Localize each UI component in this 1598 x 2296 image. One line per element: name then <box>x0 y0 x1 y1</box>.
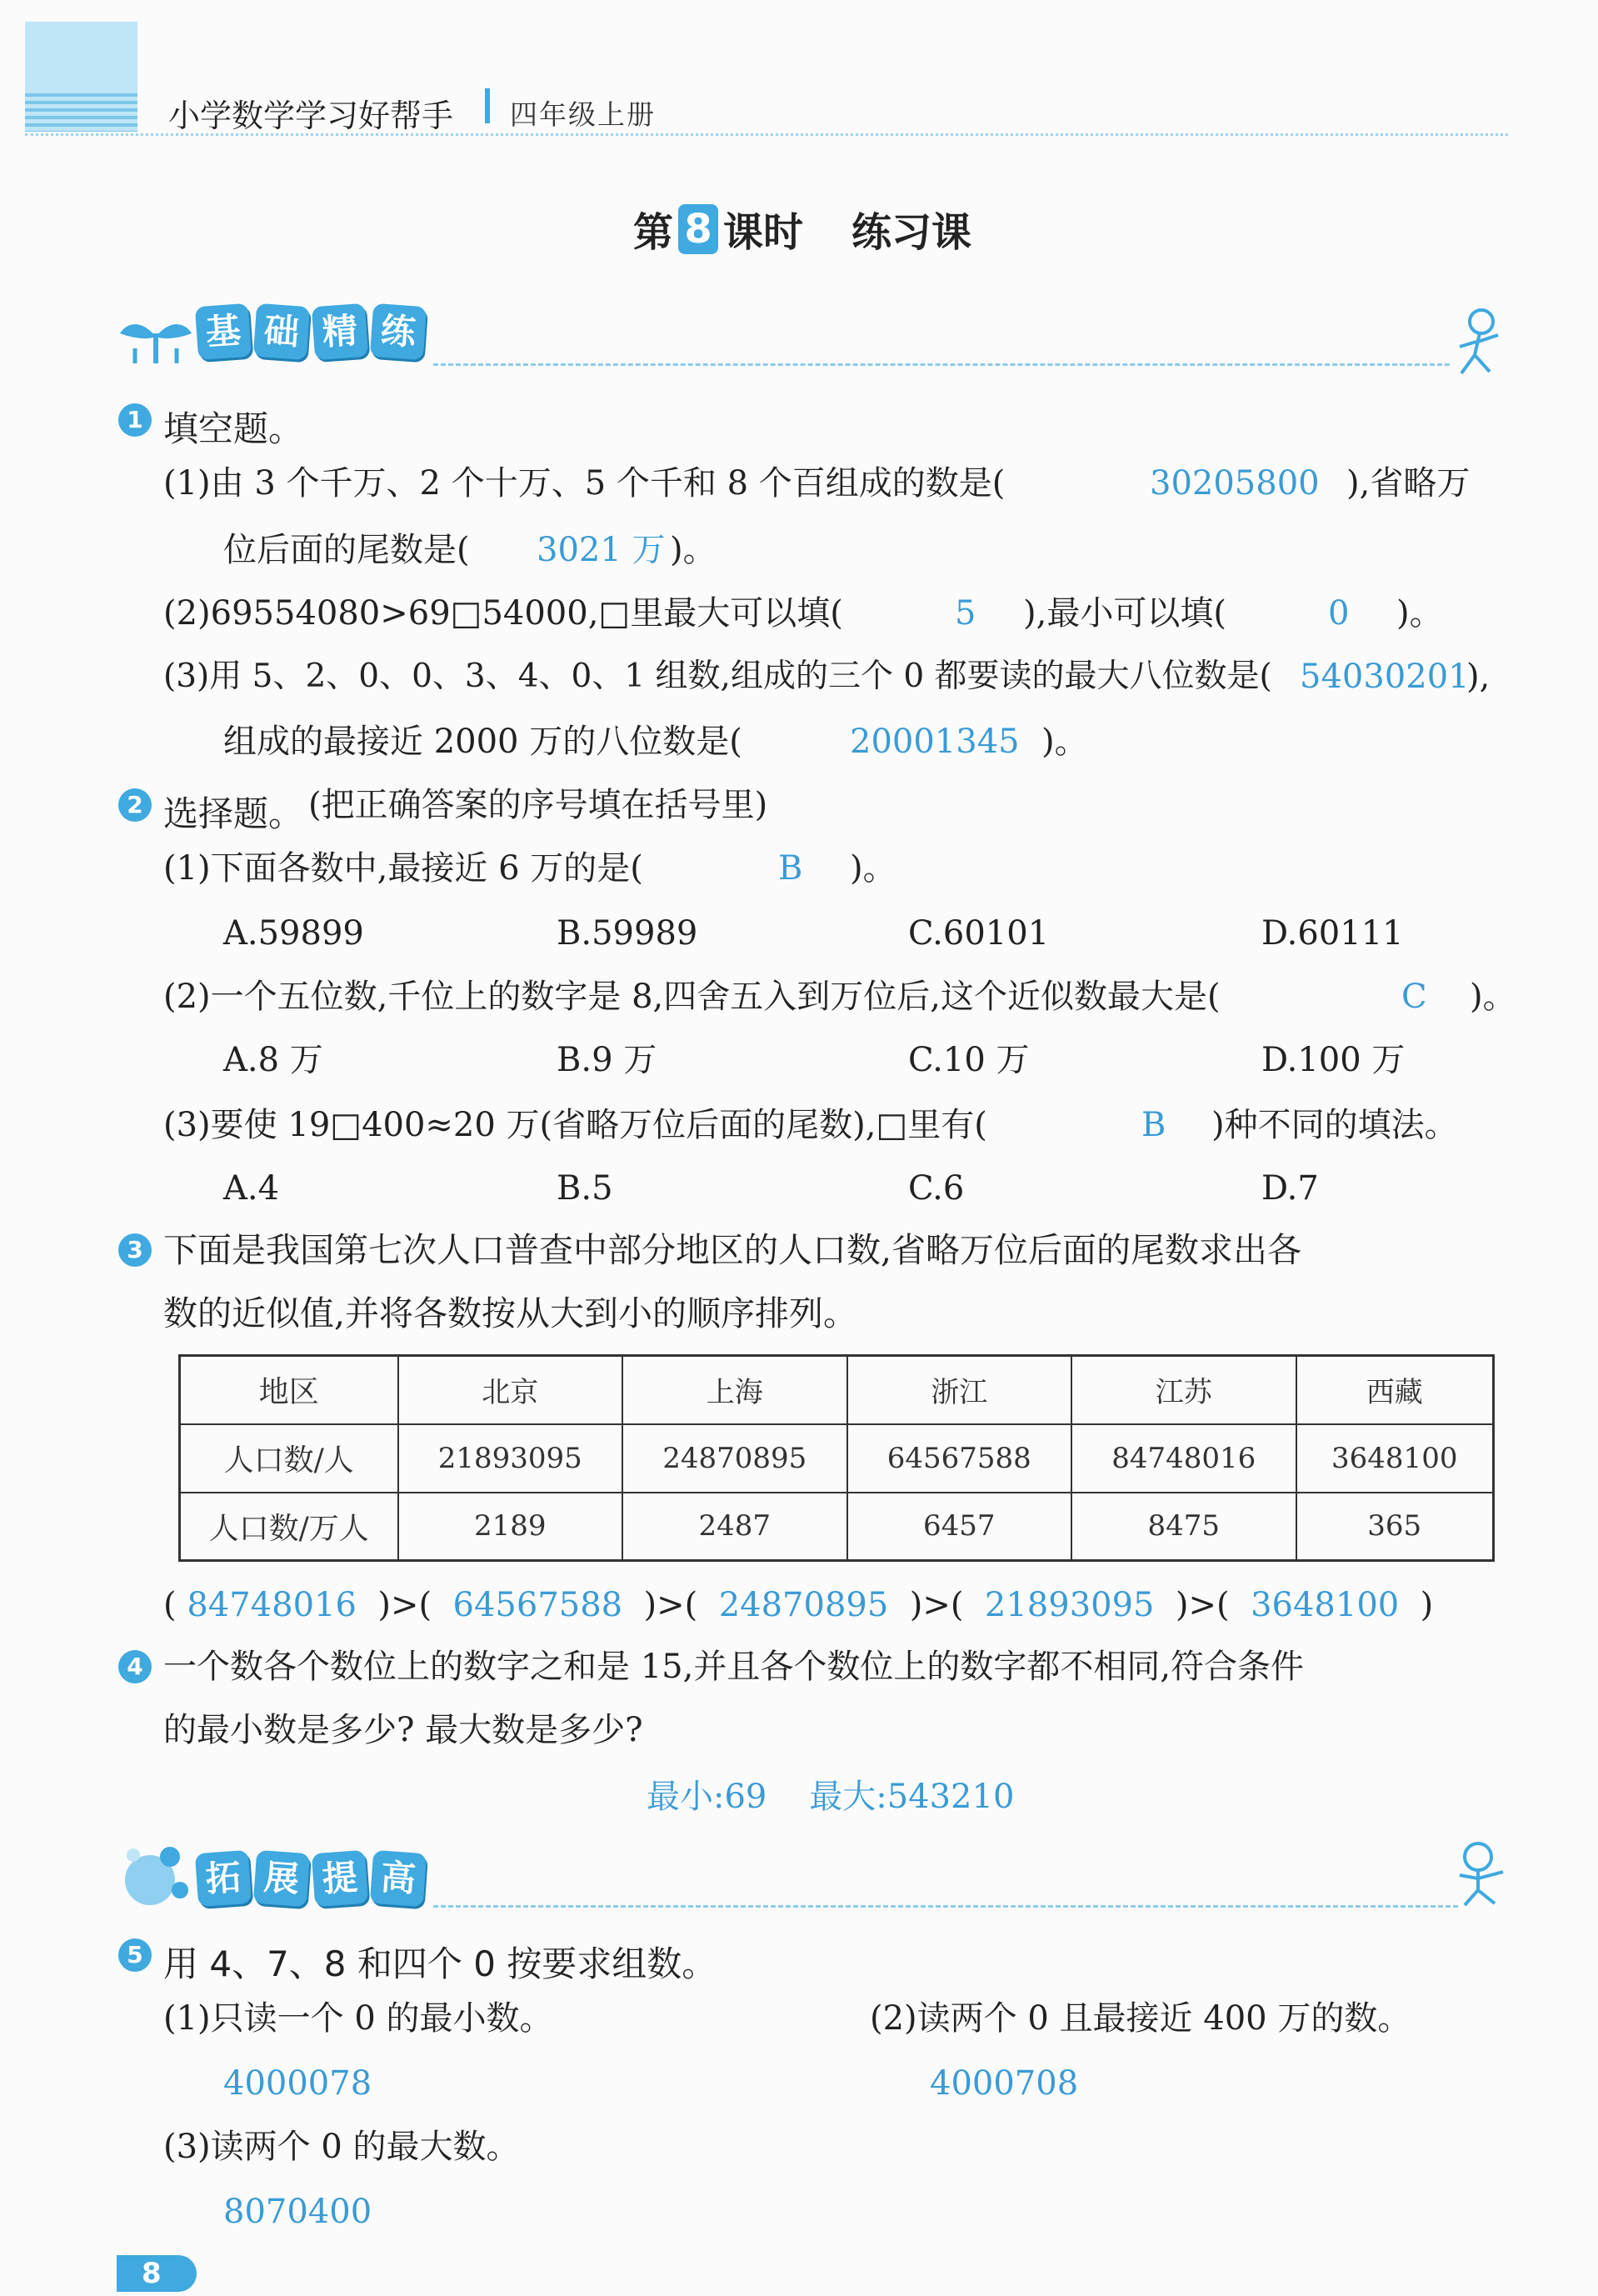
question-number-3: 3 <box>118 1233 152 1267</box>
q2-part3-text-b: )种不同的填法。 <box>1211 1106 1458 1144</box>
question-number-4: 4 <box>118 1650 152 1683</box>
table-row <box>180 1424 1494 1493</box>
q1-part1-text-b: ),省略万 <box>1346 464 1471 503</box>
table-cell-answer: 2487 <box>622 1493 847 1561</box>
q3-order-row: ( 84748016 )>( 64567588 )>( 24870895 )>( 21893095 )>( 3648100 ) <box>163 1586 1434 1624</box>
q3-order-answer: 3648100 <box>1251 1586 1400 1624</box>
q1-part1-text-c: 位后面的尾数是( <box>223 531 470 569</box>
q1-part3-text-c: 组成的最接近 2000 万的八位数是( <box>223 723 742 761</box>
header-title: 小学数学学习好帮手 <box>168 98 454 134</box>
q1-part3-answer1: 54030201 <box>1300 658 1470 696</box>
header-corner-stripes <box>25 93 137 132</box>
q1-part1-answer1: 30205800 <box>1150 464 1320 503</box>
population-table <box>178 1354 1495 1562</box>
page-number: 8 <box>117 2255 197 2292</box>
q3-order-answer: 24870895 <box>718 1586 889 1624</box>
section-dashed-line <box>433 1905 1458 1908</box>
q5-part1: (1)只读一个 0 的最小数。 <box>163 1999 553 2038</box>
section-dashed-line <box>433 363 1450 366</box>
q4-text-line1: 一个数各个数位上的数字之和是 15,并且各个数位上的数字都不相同,符合条件 <box>163 1648 1305 1686</box>
q2-part2-text-b: )。 <box>1470 978 1516 1016</box>
q2-part3-option-a: A.4 <box>223 1169 280 1208</box>
q1-part1-text-a: (1)由 3 个千万、2 个十万、5 个千和 8 个百组成的数是( <box>163 464 1006 503</box>
table-header-cell: 人口数/万人 <box>180 1493 398 1561</box>
table-cell-region: 北京 <box>398 1356 623 1424</box>
q3-text-line1: 下面是我国第七次人口普查中部分地区的人口数,省略万位后面的尾数求出各 <box>163 1230 1302 1270</box>
table-cell-answer: 365 <box>1296 1493 1494 1561</box>
q2-part3-text-a: (3)要使 19□400≈20 万(省略万位后面的尾数),□里有( <box>163 1106 987 1144</box>
table-cell-answer: 6457 <box>847 1493 1072 1561</box>
section-banner-basic <box>197 305 425 358</box>
q2-part2-text-a: (2)一个五位数,千位上的数字是 8,四舍五入到万位后,这个近似数最大是( <box>163 978 1221 1016</box>
table-cell-population: 21893095 <box>398 1424 623 1493</box>
q2-part2-option-a: A.8 万 <box>223 1041 323 1079</box>
lesson-name: 练习课 <box>851 209 972 256</box>
q2-title: 选择题。 <box>163 793 304 834</box>
q5-title: 用 4、7、8 和四个 0 按要求组数。 <box>163 1943 717 1984</box>
q1-part3-answer2: 20001345 <box>850 723 1020 761</box>
q3-text-line2: 数的近似值,并将各数按从大到小的顺序排列。 <box>163 1293 858 1333</box>
q2-part1-option-a: A.59899 <box>223 914 364 953</box>
q2-title-note: (把正确答案的序号填在括号里) <box>308 786 768 824</box>
q4-text-line2: 的最小数是多少? 最大数是多少? <box>163 1711 643 1749</box>
q1-part1-text-d: )。 <box>670 531 717 569</box>
q1-part3-text-b: ), <box>1466 658 1491 696</box>
table-cell-region: 上海 <box>622 1356 847 1424</box>
table-cell-population: 64567588 <box>847 1424 1072 1493</box>
q2-part1-option-b: B.59989 <box>557 914 698 953</box>
table-cell-population: 84748016 <box>1071 1424 1296 1493</box>
lesson-suffix: 课时 <box>723 209 804 256</box>
banner-char: 高 <box>370 1850 427 1907</box>
q1-part2-answer2: 0 <box>1328 594 1350 633</box>
banner-char: 练 <box>370 303 427 360</box>
q1-part1-answer2: 3021 万 <box>537 531 666 569</box>
table-cell-population: 3648100 <box>1296 1424 1494 1493</box>
q2-part3-answer: B <box>1141 1106 1166 1144</box>
table-row <box>180 1356 1494 1424</box>
header-dotted-line <box>25 133 1508 136</box>
q1-part2-text-c: )。 <box>1396 594 1443 633</box>
running-kid-icon <box>1450 305 1508 380</box>
q2-part1-answer: B <box>778 849 803 888</box>
header-subtitle: 四年级上册 <box>510 98 656 131</box>
q2-part1-option-c: C.60101 <box>908 914 1050 953</box>
lesson-title <box>633 200 971 258</box>
table-cell-region: 西藏 <box>1296 1356 1494 1424</box>
q2-part3-option-d: D.7 <box>1261 1169 1319 1208</box>
q5-part1-answer: 4000078 <box>223 2064 372 2103</box>
q5-part2: (2)读两个 0 且最接近 400 万的数。 <box>870 1999 1411 2038</box>
q2-part2-answer: C <box>1401 978 1427 1016</box>
q1-title: 填空题。 <box>163 408 304 449</box>
q2-part3-option-b: B.5 <box>557 1169 613 1208</box>
q1-part3-text-a: (3)用 5、2、0、0、3、4、0、1 组数,组成的三个 0 都要读的最大八位数是( <box>163 658 1272 695</box>
banner-char: 提 <box>312 1850 368 1907</box>
bubbles-icon <box>117 1838 200 1910</box>
table-cell-region: 浙江 <box>847 1356 1072 1424</box>
banner-char: 基 <box>195 303 252 360</box>
q2-part1-text-b: )。 <box>850 849 896 888</box>
sprout-icon <box>118 308 193 367</box>
q3-order-answer: 84748016 <box>187 1586 357 1624</box>
q2-part3-option-c: C.6 <box>908 1169 965 1208</box>
banner-char: 精 <box>312 303 368 360</box>
table-header-cell: 人口数/人 <box>180 1424 398 1493</box>
q5-part2-answer: 4000708 <box>930 2064 1079 2103</box>
q3-order-answer: 21893095 <box>984 1586 1155 1624</box>
q1-part2-text-a: (2)69554080>69□54000,□里最大可以填( <box>163 594 843 633</box>
question-number-1: 1 <box>118 403 152 437</box>
q4-answer: 最小:69 最大:543210 <box>647 1778 1015 1816</box>
table-cell-population: 24870895 <box>622 1424 847 1493</box>
banner-char: 展 <box>253 1850 310 1907</box>
q2-part2-option-d: D.100 万 <box>1261 1041 1406 1079</box>
table-cell-answer: 8475 <box>1071 1493 1296 1561</box>
q1-part2-answer1: 5 <box>955 594 976 633</box>
q2-part2-option-c: C.10 万 <box>908 1041 1030 1079</box>
table-header-cell: 地区 <box>180 1356 398 1424</box>
section-banner-extend <box>197 1852 425 1905</box>
table-cell-region: 江苏 <box>1071 1356 1296 1424</box>
q5-part3: (3)读两个 0 的最大数。 <box>163 2128 520 2166</box>
header-divider <box>485 88 490 123</box>
lesson-prefix: 第 <box>633 209 674 256</box>
kid-icon <box>1448 1838 1515 1910</box>
q5-part3-answer: 8070400 <box>223 2193 372 2231</box>
q1-part2-text-b: ),最小可以填( <box>1023 594 1226 633</box>
q2-part2-option-b: B.9 万 <box>557 1041 657 1079</box>
q1-part3-text-d: )。 <box>1041 723 1088 761</box>
q3-order-answer: 64567588 <box>452 1586 623 1624</box>
question-number-5: 5 <box>118 1938 152 1972</box>
table-cell-answer: 2189 <box>398 1493 623 1561</box>
q2-part1-option-d: D.60111 <box>1261 914 1404 953</box>
table-row <box>180 1493 1494 1561</box>
banner-char: 础 <box>253 303 310 360</box>
question-number-2: 2 <box>118 788 152 822</box>
banner-char: 拓 <box>195 1850 252 1907</box>
lesson-number-badge: 8 <box>678 204 718 254</box>
q2-part1-text-a: (1)下面各数中,最接近 6 万的是( <box>163 849 643 888</box>
